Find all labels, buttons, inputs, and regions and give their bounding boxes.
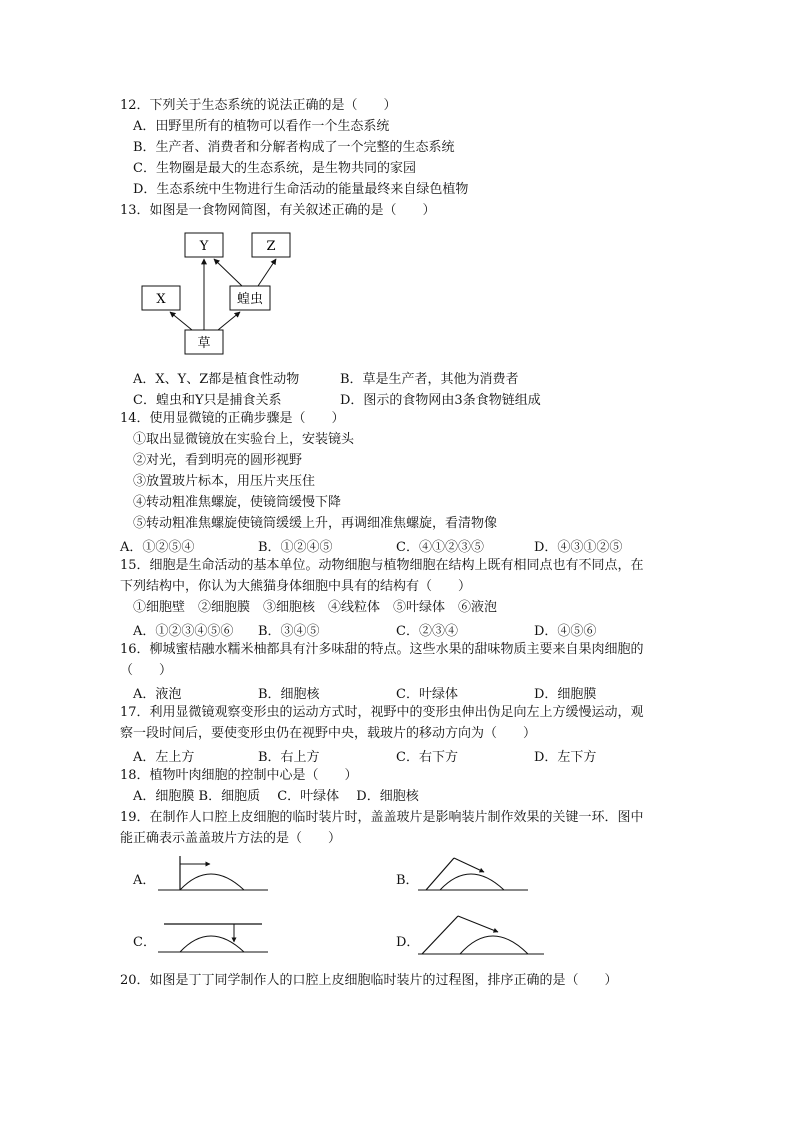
label-x: X — [156, 292, 166, 307]
coverslip-figure-d — [418, 912, 546, 960]
q18-options: A．细胞膜 B．细胞质 C．叶绿体 D．细胞核 — [133, 789, 419, 804]
arrow-locust-to-z — [258, 259, 276, 286]
q15-option-a: A．①②③④⑤⑥ — [133, 624, 234, 639]
q13-option-c: C．蝗虫和Y只是捕食关系 — [133, 393, 282, 408]
q16-option-b: B．细胞核 — [258, 687, 320, 702]
q19-option-d-label: D． — [396, 935, 420, 950]
q15-option-d: D．④⑤⑥ — [534, 624, 597, 639]
coverslip-figure-a — [158, 850, 270, 896]
coverslip-figure-c — [158, 912, 270, 958]
q16-stem-line-2: （ ） — [120, 663, 173, 678]
q17-option-b: B．右上方 — [258, 750, 320, 765]
q15-stem-line-2: 下列结构中，你认为大熊猫身体细胞中具有的结构有（ ） — [120, 579, 472, 594]
arrow-grass-to-x — [170, 312, 192, 330]
arrow-grass-to-locust — [218, 312, 240, 330]
q12-option-c: C．生物圈是最大的生态系统，是生物共同的家园 — [133, 161, 416, 176]
q19-option-c-label: C． — [133, 935, 156, 950]
q12-option-a: A．田野里所有的植物可以看作一个生态系统 — [133, 119, 390, 134]
label-grass: 草 — [197, 336, 211, 351]
q13-option-d: D．图示的食物网由3条食物链组成 — [340, 393, 541, 408]
q14-step-3: ③放置玻片标本，用压片夹压住 — [133, 474, 316, 489]
food-web-diagram — [130, 228, 310, 358]
q14-option-a: A．①②⑤④ — [120, 540, 195, 555]
label-y: Y — [199, 239, 209, 254]
q19-stem-line-2: 能正确表示盖盖玻片方法的是（ ） — [120, 831, 342, 846]
q16-option-d: D．细胞膜 — [534, 687, 597, 702]
label-z: Z — [266, 239, 276, 254]
q19-option-a-label: A． — [133, 873, 156, 888]
coverslip-figure-b — [418, 850, 530, 896]
q17-option-d: D．左下方 — [534, 750, 597, 765]
q17-option-a: A．左上方 — [133, 750, 195, 765]
q17-stem-line-1: 17．利用显微镜观察变形虫的运动方式时，视野中的变形虫伸出伪足向左上方缓慢运动，观 — [120, 705, 644, 720]
q14-step-2: ②对光，看到明亮的圆形视野 — [133, 453, 303, 468]
q14-option-d: D．④③①②⑤ — [534, 540, 623, 555]
q17-stem-line-2: 察一段时间后，要使变形虫仍在视野中央，载玻片的移动方向为（ ） — [120, 726, 537, 741]
q19-stem-line-1: 19．在制作人口腔上皮细胞的临时装片时，盖盖玻片是影响装片制作效果的关键一环．图中 — [120, 810, 644, 825]
label-locust: 蝗虫 — [236, 292, 264, 307]
q15-structures: ①细胞壁 ②细胞膜 ③细胞核 ④线粒体 ⑤叶绿体 ⑥液泡 — [133, 600, 498, 615]
q18-stem: 18．植物叶肉细胞的控制中心是（ ） — [120, 768, 358, 783]
q16-option-c: C．叶绿体 — [396, 687, 458, 702]
q13-option-b: B．草是生产者，其他为消费者 — [340, 372, 519, 387]
q14-step-1: ①取出显微镜放在实验台上，安装镜头 — [133, 432, 355, 447]
q15-stem-line-1: 15．细胞是生命活动的基本单位。动物细胞与植物细胞在结构上既有相同点也有不同点，在 — [120, 558, 644, 573]
q13-option-a: A．X、Y、Z都是植食性动物 — [133, 372, 300, 387]
q13-stem: 13．如图是一食物网简图，有关叙述正确的是（ ） — [120, 203, 436, 218]
arrow-locust-to-y — [214, 259, 242, 286]
q19-option-b-label: B． — [396, 873, 419, 888]
q14-step-5: ⑤转动粗准焦螺旋使镜筒缓缓上升，再调细准焦螺旋，看清物像 — [133, 516, 498, 531]
q15-option-b: B．③④⑤ — [258, 624, 320, 639]
q12-stem: 12．下列关于生态系统的说法正确的是（ ） — [120, 98, 397, 113]
q20-stem: 20．如图是丁丁同学制作人的口腔上皮细胞临时装片的过程图，排序正确的是（ ） — [120, 973, 618, 988]
q14-stem: 14．使用显微镜的正确步骤是（ ） — [120, 411, 345, 426]
q16-option-a: A．液泡 — [133, 687, 182, 702]
q16-stem-line-1: 16．柳城蜜桔融水糯米柚都具有汁多味甜的特点。这些水果的甜味物质主要来自果肉细胞的 — [120, 642, 644, 657]
q17-option-c: C．右下方 — [396, 750, 458, 765]
q12-option-b: B．生产者、消费者和分解者构成了一个完整的生态系统 — [133, 140, 455, 155]
q14-option-c: C．④①②③⑤ — [396, 540, 484, 555]
q14-step-4: ④转动粗准焦螺旋，使镜筒缓慢下降 — [133, 495, 342, 510]
q14-option-b: B．①②④⑤ — [258, 540, 333, 555]
q15-option-c: C．②③④ — [396, 624, 458, 639]
q12-option-d: D．生态系统中生物进行生命活动的能量最终来自绿色植物 — [133, 182, 469, 197]
